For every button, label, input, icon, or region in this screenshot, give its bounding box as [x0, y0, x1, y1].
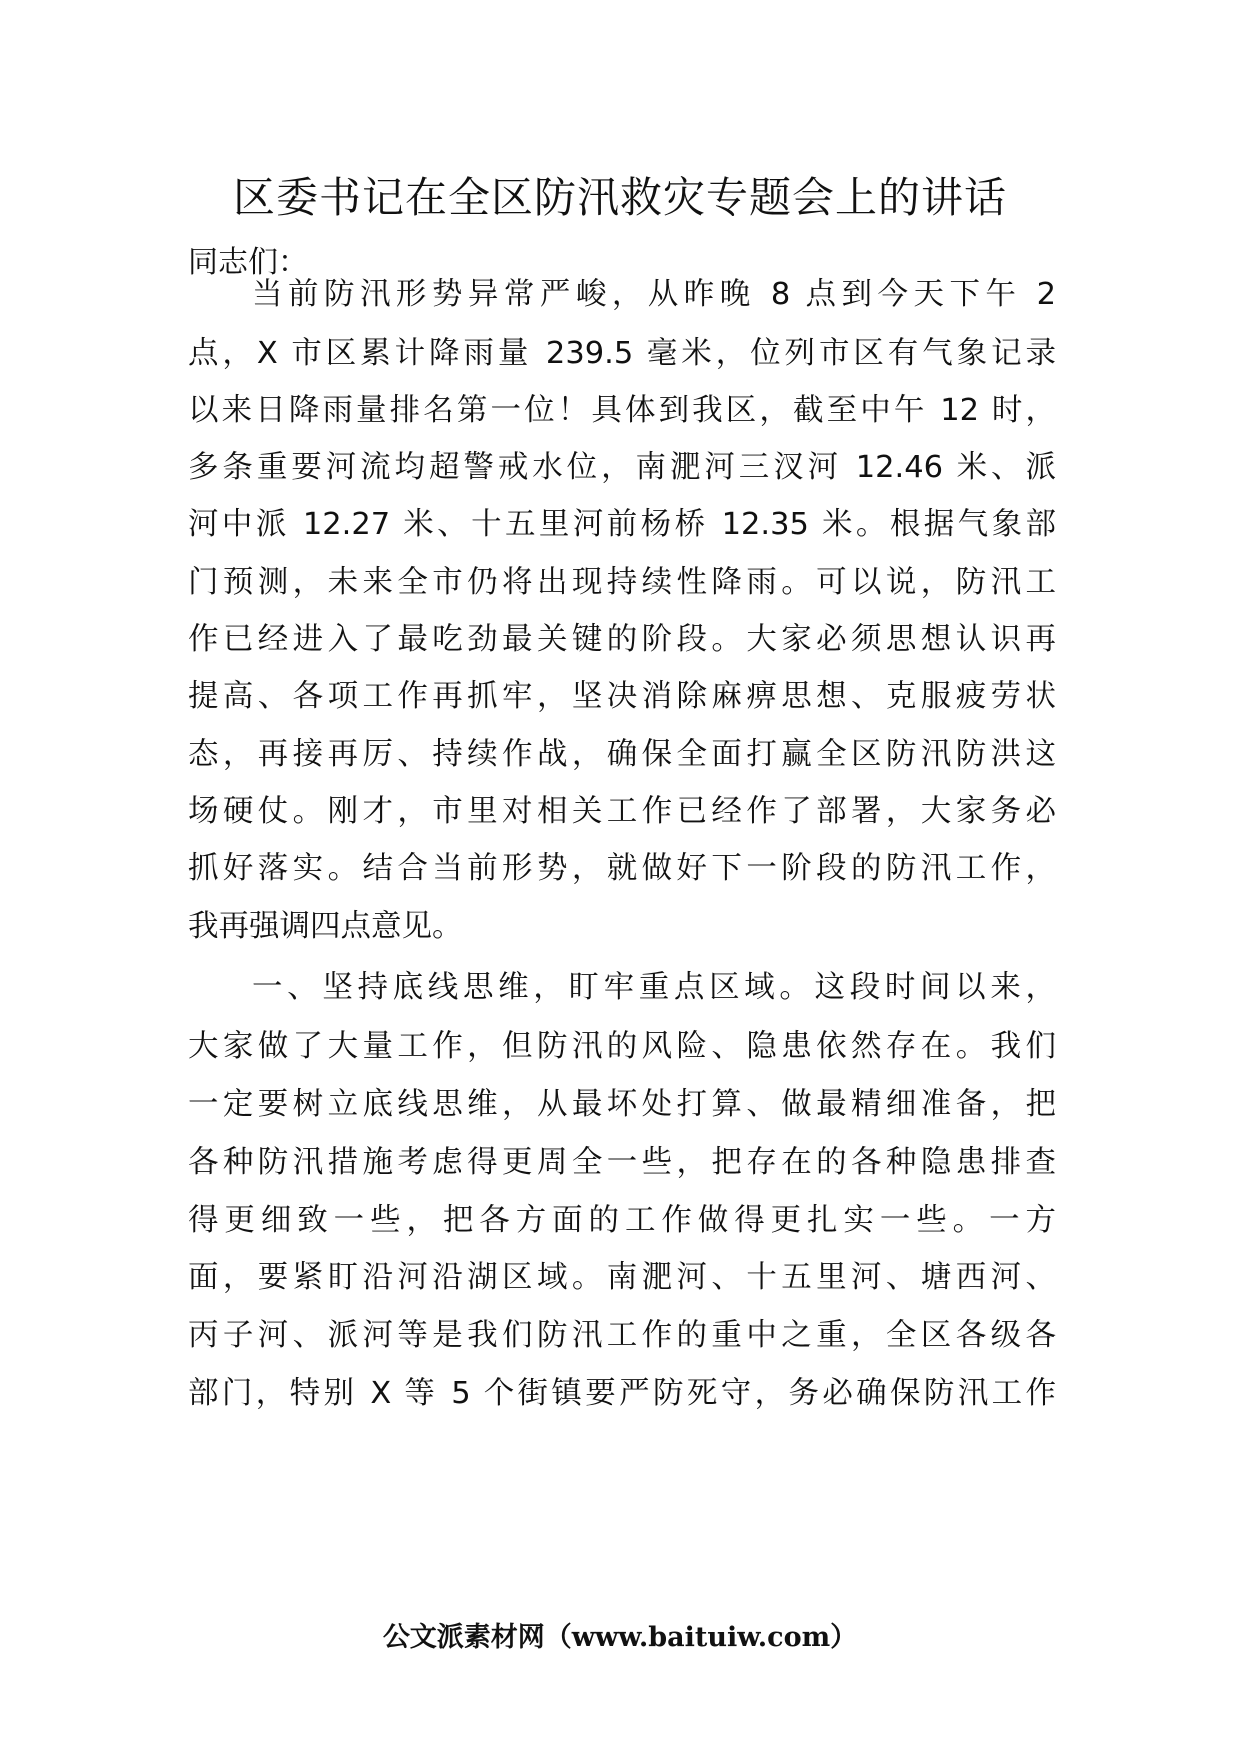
body-line: 门预测，未来全市仍将出现持续性降雨。可以说，防汛工	[188, 565, 1056, 600]
document-title: 区委书记在全区防汛救灾专题会上的讲话	[232, 173, 1007, 222]
body-line: 抓好落实。结合当前形势，就做好下一阶段的防汛工作，	[188, 851, 1056, 886]
body-line: 一、坚持底线思维，盯牢重点区域。这段时间以来，	[252, 970, 1056, 1005]
body-line: 大家做了大量工作，但防汛的风险、隐患依然存在。我们	[188, 1029, 1056, 1064]
body-line: 作已经进入了最吃劲最关键的阶段。大家必须思想认识再	[188, 622, 1056, 657]
body-line: 多条重要河流均超警戒水位，南淝河三汊河 12.46 米、派	[188, 450, 1056, 485]
salutation: 同志们：	[188, 245, 308, 280]
body-line: 河中派 12.27 米、十五里河前杨桥 12.35 米。根据气象部	[188, 507, 1056, 542]
body-line: 当前防汛形势异常严峻，从昨晚 8 点到今天下午 2	[252, 277, 1056, 312]
body-line: 各种防汛措施考虑得更周全一些，把存在的各种隐患排查	[188, 1145, 1056, 1180]
footer-watermark: 公文派素材网（www.baituiw.com）	[382, 1622, 858, 1653]
body-line: 以来日降雨量排名第一位！具体到我区，截至中午 12 时，	[188, 393, 1056, 428]
body-line: 场硬仗。刚才，市里对相关工作已经作了部署，大家务必	[188, 794, 1056, 829]
body-line: 提高、各项工作再抓牢，坚决消除麻痹思想、克服疲劳状	[188, 679, 1056, 714]
body-line: 部门，特别 X 等 5 个街镇要严防死守，务必确保防汛工作	[188, 1376, 1056, 1411]
body-line: 面，要紧盯沿河沿湖区域。南淝河、十五里河、塘西河、	[188, 1260, 1056, 1295]
body-line: 我再强调四点意见。	[188, 909, 463, 944]
body-line: 点，X 市区累计降雨量 239.5 毫米，位列市区有气象记录	[188, 336, 1056, 371]
body-line: 丙子河、派河等是我们防汛工作的重中之重，全区各级各	[188, 1318, 1056, 1353]
body-line: 一定要树立底线思维，从最坏处打算、做最精细准备，把	[188, 1087, 1056, 1122]
body-line: 态，再接再厉、持续作战，确保全面打赢全区防汛防洪这	[188, 737, 1056, 772]
body-line: 得更细致一些，把各方面的工作做得更扎实一些。一方	[188, 1203, 1056, 1238]
